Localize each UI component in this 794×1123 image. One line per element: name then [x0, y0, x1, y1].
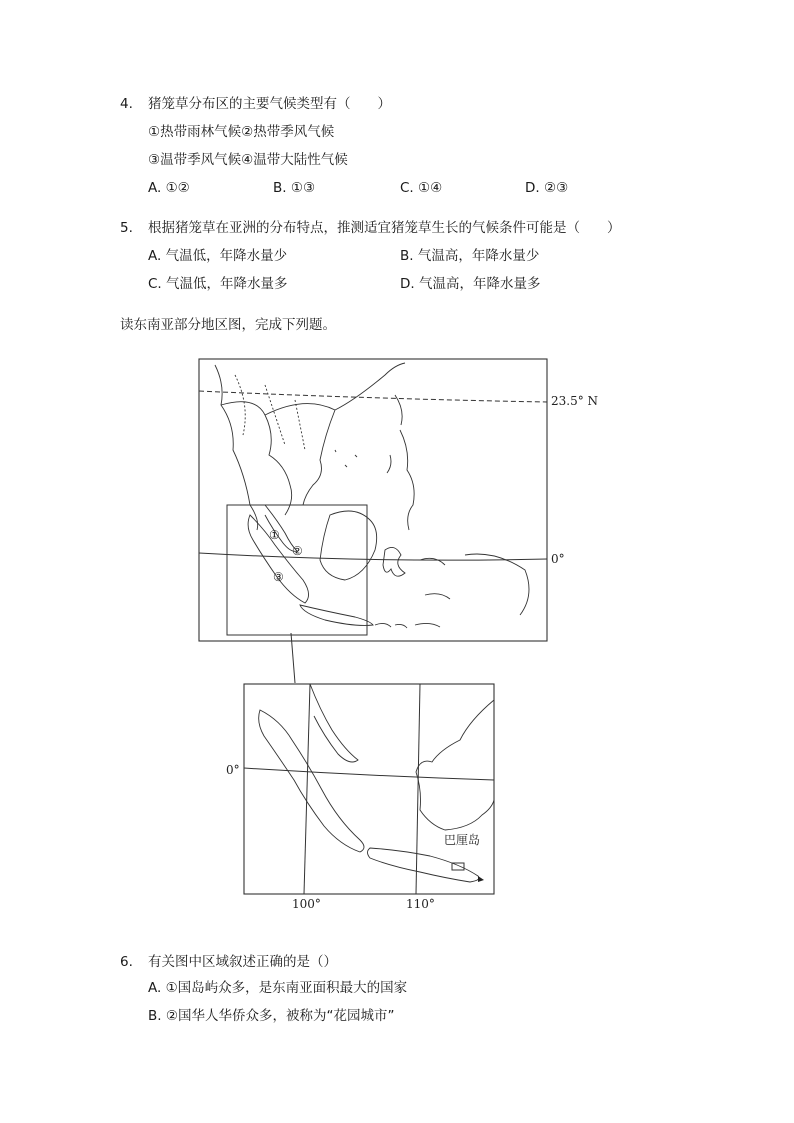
q4-option-b: B. ①③	[273, 180, 316, 196]
marker-3: ③	[273, 570, 284, 584]
lon-110-label: 110°	[406, 897, 435, 911]
lon-100-label: 100°	[292, 897, 321, 911]
q5-option-d: D. 气温高，年降水量多	[400, 276, 541, 292]
inset-equator-label: 0°	[226, 763, 240, 777]
inset-java	[368, 848, 480, 882]
q4-line1: ①热带雨林气候②热带季风气候	[148, 124, 335, 140]
tropic-label: 23.5° N	[551, 394, 599, 408]
borneo-coast	[320, 511, 377, 580]
equator-label: 0°	[551, 552, 565, 566]
inset-peninsula	[310, 684, 358, 762]
lon-100-line	[304, 684, 310, 894]
q5-number: 5.	[120, 220, 133, 236]
q4-option-c: C. ①④	[400, 180, 443, 196]
marker-1: ①	[269, 528, 280, 542]
q6-option-a: A. ①国岛屿众多，是东南亚面积最大的国家	[148, 980, 408, 996]
q5-option-a: A. 气温低，年降水量少	[148, 248, 288, 264]
tropic-line	[199, 391, 547, 402]
inset-sumatra	[259, 710, 364, 852]
q6-stem: 有关图中区域叙述正确的是（）	[148, 954, 337, 970]
q6-number: 6.	[120, 954, 133, 970]
q4-line2: ③温带季风气候④温带大陆性气候	[148, 152, 348, 168]
q4-option-a: A. ①②	[148, 180, 190, 196]
q4-stem: 猪笼草分布区的主要气候类型有（ ）	[148, 96, 391, 112]
q5-option-b: B. 气温高，年降水量少	[400, 248, 540, 264]
inset-equator	[244, 768, 494, 780]
bali-island	[478, 876, 484, 882]
q5-option-c: C. 气温低，年降水量多	[148, 276, 288, 292]
q4-number: 4.	[120, 96, 133, 112]
small-islands	[335, 450, 407, 628]
philippines-coast	[387, 395, 414, 530]
inset-map	[220, 680, 520, 920]
q4-option-d: D. ②③	[525, 180, 569, 196]
main-map-frame	[199, 359, 547, 641]
q5-stem: 根据猪笼草在亚洲的分布特点，推测适宜猪笼草生长的气候条件可能是（ ）	[148, 220, 621, 236]
bali-label: 巴厘岛	[444, 833, 481, 847]
inset-connector	[285, 633, 305, 683]
reading-intro: 读东南亚部分地区图，完成下列题。	[120, 317, 336, 333]
java-coast	[300, 605, 373, 625]
marker-2: ②	[292, 544, 303, 558]
southeast-asia-map	[195, 355, 615, 645]
q6-option-b: B. ②国华人华侨众多，被称为“花园城市”	[148, 1008, 395, 1024]
inset-borneo	[416, 700, 494, 830]
